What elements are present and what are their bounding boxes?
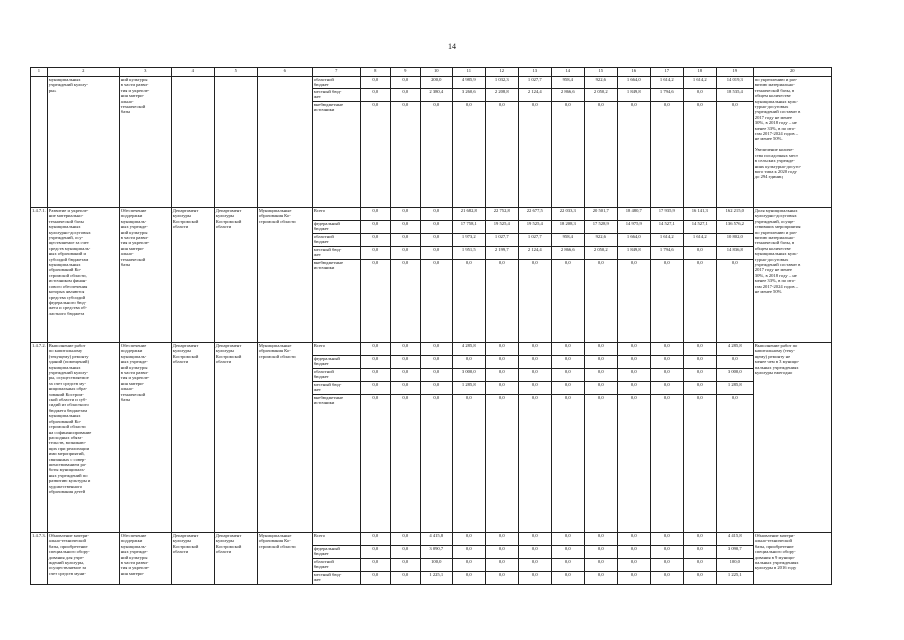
amount-cell: 0,0 bbox=[617, 395, 650, 533]
amount-cell: 100,0 bbox=[420, 559, 452, 572]
column-number-4: 4 bbox=[171, 68, 214, 77]
amount-cell: 0,0 bbox=[617, 533, 650, 546]
amount-cell: 0,0 bbox=[617, 572, 650, 585]
amount-cell: 17 758,1 bbox=[452, 221, 485, 234]
amount-cell: 0,0 bbox=[452, 395, 485, 533]
amount-cell: 0,0 bbox=[485, 356, 518, 369]
amount-cell: 0,0 bbox=[518, 343, 551, 356]
funding-source: Всего bbox=[312, 533, 360, 546]
amount-cell: 0,0 bbox=[683, 356, 716, 369]
amount-cell: 0,0 bbox=[485, 546, 518, 559]
column-number-13: 13 bbox=[518, 68, 551, 77]
amount-cell: 0,0 bbox=[683, 572, 716, 585]
column-number-10: 10 bbox=[420, 68, 452, 77]
amount-cell: 0,0 bbox=[650, 395, 683, 533]
amount-cell: 0,0 bbox=[485, 343, 518, 356]
amount-cell: 0,0 bbox=[360, 369, 390, 382]
amount-cell: 0,0 bbox=[360, 102, 390, 208]
amount-cell: 0,0 bbox=[452, 559, 485, 572]
amount-cell: 0,0 bbox=[551, 395, 584, 533]
amount-cell: 3 000,0 bbox=[716, 369, 753, 382]
amount-cell: 0,0 bbox=[390, 260, 420, 343]
amount-cell: 0,0 bbox=[551, 533, 584, 546]
coexecutor: Департамент культуры Костромской области bbox=[214, 208, 257, 343]
amount-cell: 2 199,7 bbox=[485, 247, 518, 260]
coexecutor bbox=[214, 77, 257, 208]
amount-cell: 0,0 bbox=[551, 102, 584, 208]
amount-cell: 0,0 bbox=[360, 77, 390, 89]
amount-cell: 0,0 bbox=[650, 546, 683, 559]
item-number: 1.4.7.1. bbox=[31, 208, 48, 343]
amount-cell: 0,0 bbox=[518, 382, 551, 395]
funding-source: местный бюд- жет bbox=[312, 572, 360, 585]
amount-cell: 0,0 bbox=[420, 395, 452, 533]
amount-cell: 1 849,8 bbox=[617, 247, 650, 260]
amount-cell: 1 794,6 bbox=[650, 89, 683, 102]
amount-cell: 0,0 bbox=[650, 533, 683, 546]
amount-cell: 0,0 bbox=[452, 356, 485, 369]
funding-source: областной бюджет bbox=[312, 77, 360, 89]
amount-cell: 0,0 bbox=[650, 369, 683, 382]
amount-cell: 1 614,2 bbox=[650, 234, 683, 247]
amount-cell: 0,0 bbox=[420, 343, 452, 356]
amount-cell: 0,0 bbox=[360, 89, 390, 102]
amount-cell: 0,0 bbox=[360, 343, 390, 356]
column-number-12: 12 bbox=[485, 68, 518, 77]
amount-cell: 958,4 bbox=[551, 77, 584, 89]
amount-cell: 0,0 bbox=[390, 247, 420, 260]
amount-cell: 0,0 bbox=[485, 369, 518, 382]
amount-cell: 1 032,3 bbox=[485, 77, 518, 89]
column-number-6: 6 bbox=[257, 68, 312, 77]
amount-cell: 2 050,2 bbox=[584, 247, 617, 260]
column-number-11: 11 bbox=[452, 68, 485, 77]
amount-cell: 0,0 bbox=[617, 546, 650, 559]
participant bbox=[257, 77, 312, 208]
column-number-17: 17 bbox=[650, 68, 683, 77]
amount-cell: 16 141,3 bbox=[683, 208, 716, 221]
amount-cell: 0,0 bbox=[551, 546, 584, 559]
amount-cell: 19 525,4 bbox=[518, 221, 551, 234]
amount-cell: 0,0 bbox=[617, 356, 650, 369]
amount-cell: 0,0 bbox=[360, 572, 390, 585]
amount-cell: 0,0 bbox=[360, 356, 390, 369]
amount-cell: 18 480,7 bbox=[617, 208, 650, 221]
amount-cell: 0,0 bbox=[551, 260, 584, 343]
column-number-3: 3 bbox=[119, 68, 171, 77]
amount-cell: 0,0 bbox=[485, 102, 518, 208]
amount-cell: 0,0 bbox=[360, 208, 390, 221]
amount-cell: 0,0 bbox=[584, 546, 617, 559]
amount-cell: 0,0 bbox=[683, 546, 716, 559]
amount-cell: 0,0 bbox=[390, 221, 420, 234]
amount-cell: 2 124,4 bbox=[518, 89, 551, 102]
funding-source: внебюджетные источники bbox=[312, 260, 360, 343]
amount-cell: 20 501,7 bbox=[584, 208, 617, 221]
amount-cell: 0,0 bbox=[485, 395, 518, 533]
amount-cell: 0,0 bbox=[390, 208, 420, 221]
expected-result: по укреплению и раз- витию материально- технической базы, в общем количестве муниципальных куль- турно-досуговых учреждений составит в 2017 году не менее 30%, в 2018 году – не менее 33%, в по ито- гам 2017-2024 годов – не менее 50%. Увеличение количе- ства посадочных мест в сельских учрежде- ниях культурно-досуго- вого типа к 2020 году до 294 единиц bbox=[753, 77, 831, 208]
amount-cell: 0,0 bbox=[485, 382, 518, 395]
amount-cell: 0,0 bbox=[716, 260, 753, 343]
column-number-2: 2 bbox=[47, 68, 119, 77]
item-number: 1.4.7.3. bbox=[31, 533, 48, 585]
executor: Департамент культуры Костромской области bbox=[171, 343, 214, 533]
amount-cell: 21 682,8 bbox=[452, 208, 485, 221]
amount-cell: 0,0 bbox=[485, 260, 518, 343]
amount-cell: 18 208,3 bbox=[551, 221, 584, 234]
measure-name: муниципальных учреждений культу- ры» bbox=[47, 77, 119, 208]
table-row bbox=[31, 533, 832, 546]
amount-cell: 136 576,2 bbox=[716, 221, 753, 234]
amount-cell: 2 866,6 bbox=[551, 89, 584, 102]
amount-cell: 0,0 bbox=[683, 382, 716, 395]
amount-cell: 0,0 bbox=[518, 260, 551, 343]
measure-name: Развитие и укрепле- ние материально- технической базы муниципальных культурно-досуговых учреждений, осу- ществляемое за счет средств муниципаль- ных образований и субсидий бюджетам муниципальных образований Ко- стромской области, источником финан- сового обеспечения которых являются средства субсидий федерального бюд- жета и средства об- ластного бюджета bbox=[47, 208, 119, 343]
amount-cell: 0,0 bbox=[683, 343, 716, 356]
amount-cell: 0,0 bbox=[518, 356, 551, 369]
amount-cell: 1 849,8 bbox=[617, 89, 650, 102]
amount-cell: 0,0 bbox=[551, 572, 584, 585]
amount-cell: 4 285,8 bbox=[452, 343, 485, 356]
amount-cell: 0,0 bbox=[551, 559, 584, 572]
amount-cell: 0,0 bbox=[518, 395, 551, 533]
amount-cell: 3 260,6 bbox=[452, 89, 485, 102]
amount-cell: 22 752,8 bbox=[485, 208, 518, 221]
amount-cell: 0,0 bbox=[390, 89, 420, 102]
amount-cell: 0,0 bbox=[420, 221, 452, 234]
amount-cell: 0,0 bbox=[360, 533, 390, 546]
amount-cell: 0,0 bbox=[420, 208, 452, 221]
amount-cell: 0,0 bbox=[420, 369, 452, 382]
amount-cell: 162 215,0 bbox=[716, 208, 753, 221]
amount-cell: 0,0 bbox=[584, 369, 617, 382]
amount-cell: 1 614,2 bbox=[683, 234, 716, 247]
amount-cell: 0,0 bbox=[650, 102, 683, 208]
amount-cell: 0,0 bbox=[716, 395, 753, 533]
amount-cell: 0,0 bbox=[584, 102, 617, 208]
amount-cell: 0,0 bbox=[518, 369, 551, 382]
amount-cell: 0,0 bbox=[551, 343, 584, 356]
amount-cell: 1 027,7 bbox=[518, 77, 551, 89]
page-number: 14 bbox=[448, 42, 456, 51]
amount-cell: 1 225,1 bbox=[420, 572, 452, 585]
amount-cell: 0,0 bbox=[452, 572, 485, 585]
amount-cell: 0,0 bbox=[650, 572, 683, 585]
funding-source: федеральный бюджет bbox=[312, 546, 360, 559]
amount-cell: 3 000,0 bbox=[452, 369, 485, 382]
amount-cell: 0,0 bbox=[683, 102, 716, 208]
amount-cell: 0,0 bbox=[650, 356, 683, 369]
amount-cell: 0,0 bbox=[551, 369, 584, 382]
funding-source: местный бюд- жет bbox=[312, 247, 360, 260]
amount-cell: 0,0 bbox=[650, 382, 683, 395]
funding-source: областной бюджет bbox=[312, 559, 360, 572]
funding-source: федеральный бюджет bbox=[312, 356, 360, 369]
amount-cell: 0,0 bbox=[518, 102, 551, 208]
table-row bbox=[31, 208, 832, 221]
amount-cell: 0,0 bbox=[617, 382, 650, 395]
amount-cell: 0,0 bbox=[420, 260, 452, 343]
expected-result: Выполнение работ по капитальному (теку- щему) ремонту не менее чем в 3 муници- пальных учреждениях культуры ежегодно bbox=[753, 343, 831, 533]
column-number-18: 18 bbox=[683, 68, 716, 77]
amount-cell: 0,0 bbox=[390, 382, 420, 395]
amount-cell: 14 527,1 bbox=[683, 221, 716, 234]
participant: Муниципальные образования Ко- стромской области bbox=[257, 208, 312, 343]
amount-cell: 922,6 bbox=[584, 77, 617, 89]
amount-cell: 0,0 bbox=[420, 247, 452, 260]
amount-cell: 0,0 bbox=[420, 356, 452, 369]
executor: Департамент культуры Костромской области bbox=[171, 533, 214, 585]
amount-cell: 4 285,8 bbox=[716, 343, 753, 356]
program-table bbox=[30, 67, 832, 585]
amount-cell: 0,0 bbox=[683, 260, 716, 343]
amount-cell: 0,0 bbox=[617, 559, 650, 572]
coexecutor: Департамент культуры Костромской области bbox=[214, 343, 257, 533]
amount-cell: 0,0 bbox=[584, 382, 617, 395]
amount-cell: 0,0 bbox=[452, 102, 485, 208]
amount-cell: 0,0 bbox=[485, 533, 518, 546]
column-number-15: 15 bbox=[584, 68, 617, 77]
amount-cell: 17 935,9 bbox=[650, 208, 683, 221]
measure-name: Выполнение работ по капитальному (текущему) ремонту зданий (помещений) муниципальных учреждений культу- ры, осуществляемое за счет средств му- ниципальных обра- зований Костром- ской области и суб- сидий из областного бюджета бюджетам муниципальных образований Ко- стромской области на софинансирование расходных обяза- тельств, возникаю- щих при реализации ими мероприятий, связанных с совер- шенствованием ра- боты муниципаль- ных учреждений по развитию культуры и художественного образования детей bbox=[47, 343, 119, 533]
amount-cell: 22 033,3 bbox=[551, 208, 584, 221]
amount-cell: 0,0 bbox=[551, 382, 584, 395]
measure-purpose: Обеспечение поддержки муниципаль- ных учрежде- ний культуры в части разви- тия и укрепле- ния матери- ально- технической базы bbox=[119, 343, 171, 533]
amount-cell: 1 285,8 bbox=[452, 382, 485, 395]
amount-cell: 0,0 bbox=[452, 533, 485, 546]
amount-cell: 0,0 bbox=[360, 382, 390, 395]
column-number-9: 9 bbox=[390, 68, 420, 77]
measure-purpose: ний культуры в части разви- тия и укрепле- ния матери- ально- технической базы bbox=[119, 77, 171, 208]
measure-purpose: Обеспечение поддержки муниципаль- ных учрежде- ний культуры в части разви- тия и укрепле- ния матери- ально- технической базы bbox=[119, 208, 171, 343]
amount-cell: 0,0 bbox=[390, 102, 420, 208]
amount-cell: 0,0 bbox=[617, 343, 650, 356]
column-number-16: 16 bbox=[617, 68, 650, 77]
amount-cell: 0,0 bbox=[584, 343, 617, 356]
amount-cell: 100,0 bbox=[716, 559, 753, 572]
amount-cell: 0,0 bbox=[584, 395, 617, 533]
amount-cell: 4 415,8 bbox=[420, 533, 452, 546]
amount-cell: 0,0 bbox=[420, 234, 452, 247]
amount-cell: 0,0 bbox=[650, 343, 683, 356]
amount-cell: 0,0 bbox=[360, 546, 390, 559]
amount-cell: 0,0 bbox=[518, 533, 551, 546]
amount-cell: 3 090,7 bbox=[420, 546, 452, 559]
amount-cell: 1 664,0 bbox=[617, 77, 650, 89]
amount-cell: 14 527,1 bbox=[650, 221, 683, 234]
amount-cell: 0,0 bbox=[390, 572, 420, 585]
funding-source: федеральный бюджет bbox=[312, 221, 360, 234]
column-number-1: 1 bbox=[31, 68, 48, 77]
measure-name: Обновление матери- ально-технической базы, приобретение специального обору- дования для учре- ждений культуры, осуществляемое за счет средств муни- bbox=[47, 533, 119, 585]
amount-cell: 0,0 bbox=[650, 260, 683, 343]
amount-cell: 2 208,8 bbox=[485, 89, 518, 102]
executor bbox=[171, 77, 214, 208]
amount-cell: 0,0 bbox=[452, 546, 485, 559]
amount-cell: 17 528,9 bbox=[584, 221, 617, 234]
amount-cell: 0,0 bbox=[390, 369, 420, 382]
amount-cell: 0,0 bbox=[683, 559, 716, 572]
funding-source: областной бюджет bbox=[312, 234, 360, 247]
amount-cell: 0,0 bbox=[617, 369, 650, 382]
amount-cell: 0,0 bbox=[360, 234, 390, 247]
funding-source: Всего bbox=[312, 208, 360, 221]
amount-cell: 0,0 bbox=[390, 546, 420, 559]
amount-cell: 3 090,7 bbox=[716, 546, 753, 559]
amount-cell: 0,0 bbox=[683, 369, 716, 382]
amount-cell: 22 677,5 bbox=[518, 208, 551, 221]
amount-cell: 0,0 bbox=[584, 572, 617, 585]
amount-cell: 4 415,8 bbox=[716, 533, 753, 546]
measure-purpose: Обеспечение поддержки муниципаль- ных учрежде- ний культуры в части разви- тия и укрепле- ния матери- bbox=[119, 533, 171, 585]
amount-cell: 1 973,2 bbox=[452, 234, 485, 247]
amount-cell: 0,0 bbox=[485, 559, 518, 572]
funding-source: Всего bbox=[312, 343, 360, 356]
amount-cell: 0,0 bbox=[683, 533, 716, 546]
amount-cell: 0,0 bbox=[420, 382, 452, 395]
participant: Муниципальные образования Ко- стромской области bbox=[257, 343, 312, 533]
amount-cell: 18 535,4 bbox=[716, 89, 753, 102]
amount-cell: 1 614,2 bbox=[683, 77, 716, 89]
amount-cell: 14 975,9 bbox=[617, 221, 650, 234]
amount-cell: 0,0 bbox=[518, 559, 551, 572]
amount-cell: 0,0 bbox=[390, 395, 420, 533]
amount-cell: 1 664,0 bbox=[617, 234, 650, 247]
amount-cell: 0,0 bbox=[452, 260, 485, 343]
amount-cell: 0,0 bbox=[683, 89, 716, 102]
amount-cell: 0,0 bbox=[360, 559, 390, 572]
amount-cell: 0,0 bbox=[584, 533, 617, 546]
expected-result: Доля муниципальных культурно-досуговых учреждений, осуще- ствивших мероприятия по укреплению и раз- витию материально- технической базы, в общем количестве муниципальных куль- турно-досуговых учреждений составит в 2017 году не менее 30%, в 2018 году – не менее 33%, в по ито- гам 2017-2024 годов – не менее 50% bbox=[753, 208, 831, 343]
column-number-row bbox=[31, 68, 832, 77]
amount-cell: 0,0 bbox=[683, 247, 716, 260]
amount-cell: 14 019,3 bbox=[716, 77, 753, 89]
amount-cell: 0,0 bbox=[390, 234, 420, 247]
amount-cell: 0,0 bbox=[617, 260, 650, 343]
amount-cell: 200,0 bbox=[420, 77, 452, 89]
amount-cell: 0,0 bbox=[617, 102, 650, 208]
amount-cell: 0,0 bbox=[518, 546, 551, 559]
amount-cell: 0,0 bbox=[716, 102, 753, 208]
amount-cell: 4 985,9 bbox=[452, 77, 485, 89]
amount-cell: 1 027,7 bbox=[518, 234, 551, 247]
amount-cell: 0,0 bbox=[390, 343, 420, 356]
amount-cell: 1 614,2 bbox=[650, 77, 683, 89]
amount-cell: 0,0 bbox=[360, 221, 390, 234]
executor: Департамент культуры Костромской области bbox=[171, 208, 214, 343]
amount-cell: 2 050,2 bbox=[584, 89, 617, 102]
column-number-8: 8 bbox=[360, 68, 390, 77]
amount-cell: 10 802,0 bbox=[716, 234, 753, 247]
amount-cell: 1 027,7 bbox=[485, 234, 518, 247]
table-row bbox=[31, 343, 832, 356]
amount-cell: 0,0 bbox=[360, 260, 390, 343]
amount-cell: 2 124,4 bbox=[518, 247, 551, 260]
column-number-19: 19 bbox=[716, 68, 753, 77]
amount-cell: 922,6 bbox=[584, 234, 617, 247]
funding-source: местный бюд- жет bbox=[312, 382, 360, 395]
participant: Муниципальные образования Ко- стромской области bbox=[257, 533, 312, 585]
table-row bbox=[31, 77, 832, 89]
funding-source: внебюджетные источники bbox=[312, 395, 360, 533]
amount-cell: 0,0 bbox=[650, 559, 683, 572]
amount-cell: 0,0 bbox=[360, 395, 390, 533]
item-number: 1.4.7.2. bbox=[31, 343, 48, 533]
amount-cell: 1 225,1 bbox=[716, 572, 753, 585]
amount-cell: 0,0 bbox=[390, 356, 420, 369]
amount-cell: 0,0 bbox=[360, 247, 390, 260]
amount-cell: 0,0 bbox=[716, 356, 753, 369]
amount-cell: 0,0 bbox=[518, 572, 551, 585]
amount-cell: 0,0 bbox=[584, 356, 617, 369]
item-number bbox=[31, 77, 48, 208]
amount-cell: 0,0 bbox=[683, 395, 716, 533]
amount-cell: 2 380,4 bbox=[420, 89, 452, 102]
expected-result: Обновление матери- ально-технической базы, приобретение специального обору- дования в 9 муници- пальных учреждениях культуры в 2016 году bbox=[753, 533, 831, 585]
coexecutor: Департамент культуры Костромской области bbox=[214, 533, 257, 585]
column-number-20: 20 bbox=[753, 68, 831, 77]
column-number-14: 14 bbox=[551, 68, 584, 77]
amount-cell: 0,0 bbox=[485, 572, 518, 585]
amount-cell: 0,0 bbox=[420, 102, 452, 208]
amount-cell: 0,0 bbox=[584, 559, 617, 572]
amount-cell: 958,4 bbox=[551, 234, 584, 247]
amount-cell: 0,0 bbox=[390, 559, 420, 572]
amount-cell: 0,0 bbox=[390, 77, 420, 89]
amount-cell: 14 836,8 bbox=[716, 247, 753, 260]
column-number-7: 7 bbox=[312, 68, 360, 77]
funding-source: внебюджетные источники bbox=[312, 102, 360, 208]
column-number-5: 5 bbox=[214, 68, 257, 77]
amount-cell: 0,0 bbox=[390, 533, 420, 546]
amount-cell: 0,0 bbox=[551, 356, 584, 369]
funding-source: местный бюд- жет bbox=[312, 89, 360, 102]
amount-cell: 2 866,6 bbox=[551, 247, 584, 260]
amount-cell: 1 285,8 bbox=[716, 382, 753, 395]
amount-cell: 0,0 bbox=[584, 260, 617, 343]
amount-cell: 1 951,5 bbox=[452, 247, 485, 260]
amount-cell: 19 525,4 bbox=[485, 221, 518, 234]
amount-cell: 1 794,6 bbox=[650, 247, 683, 260]
funding-source: областной бюджет bbox=[312, 369, 360, 382]
